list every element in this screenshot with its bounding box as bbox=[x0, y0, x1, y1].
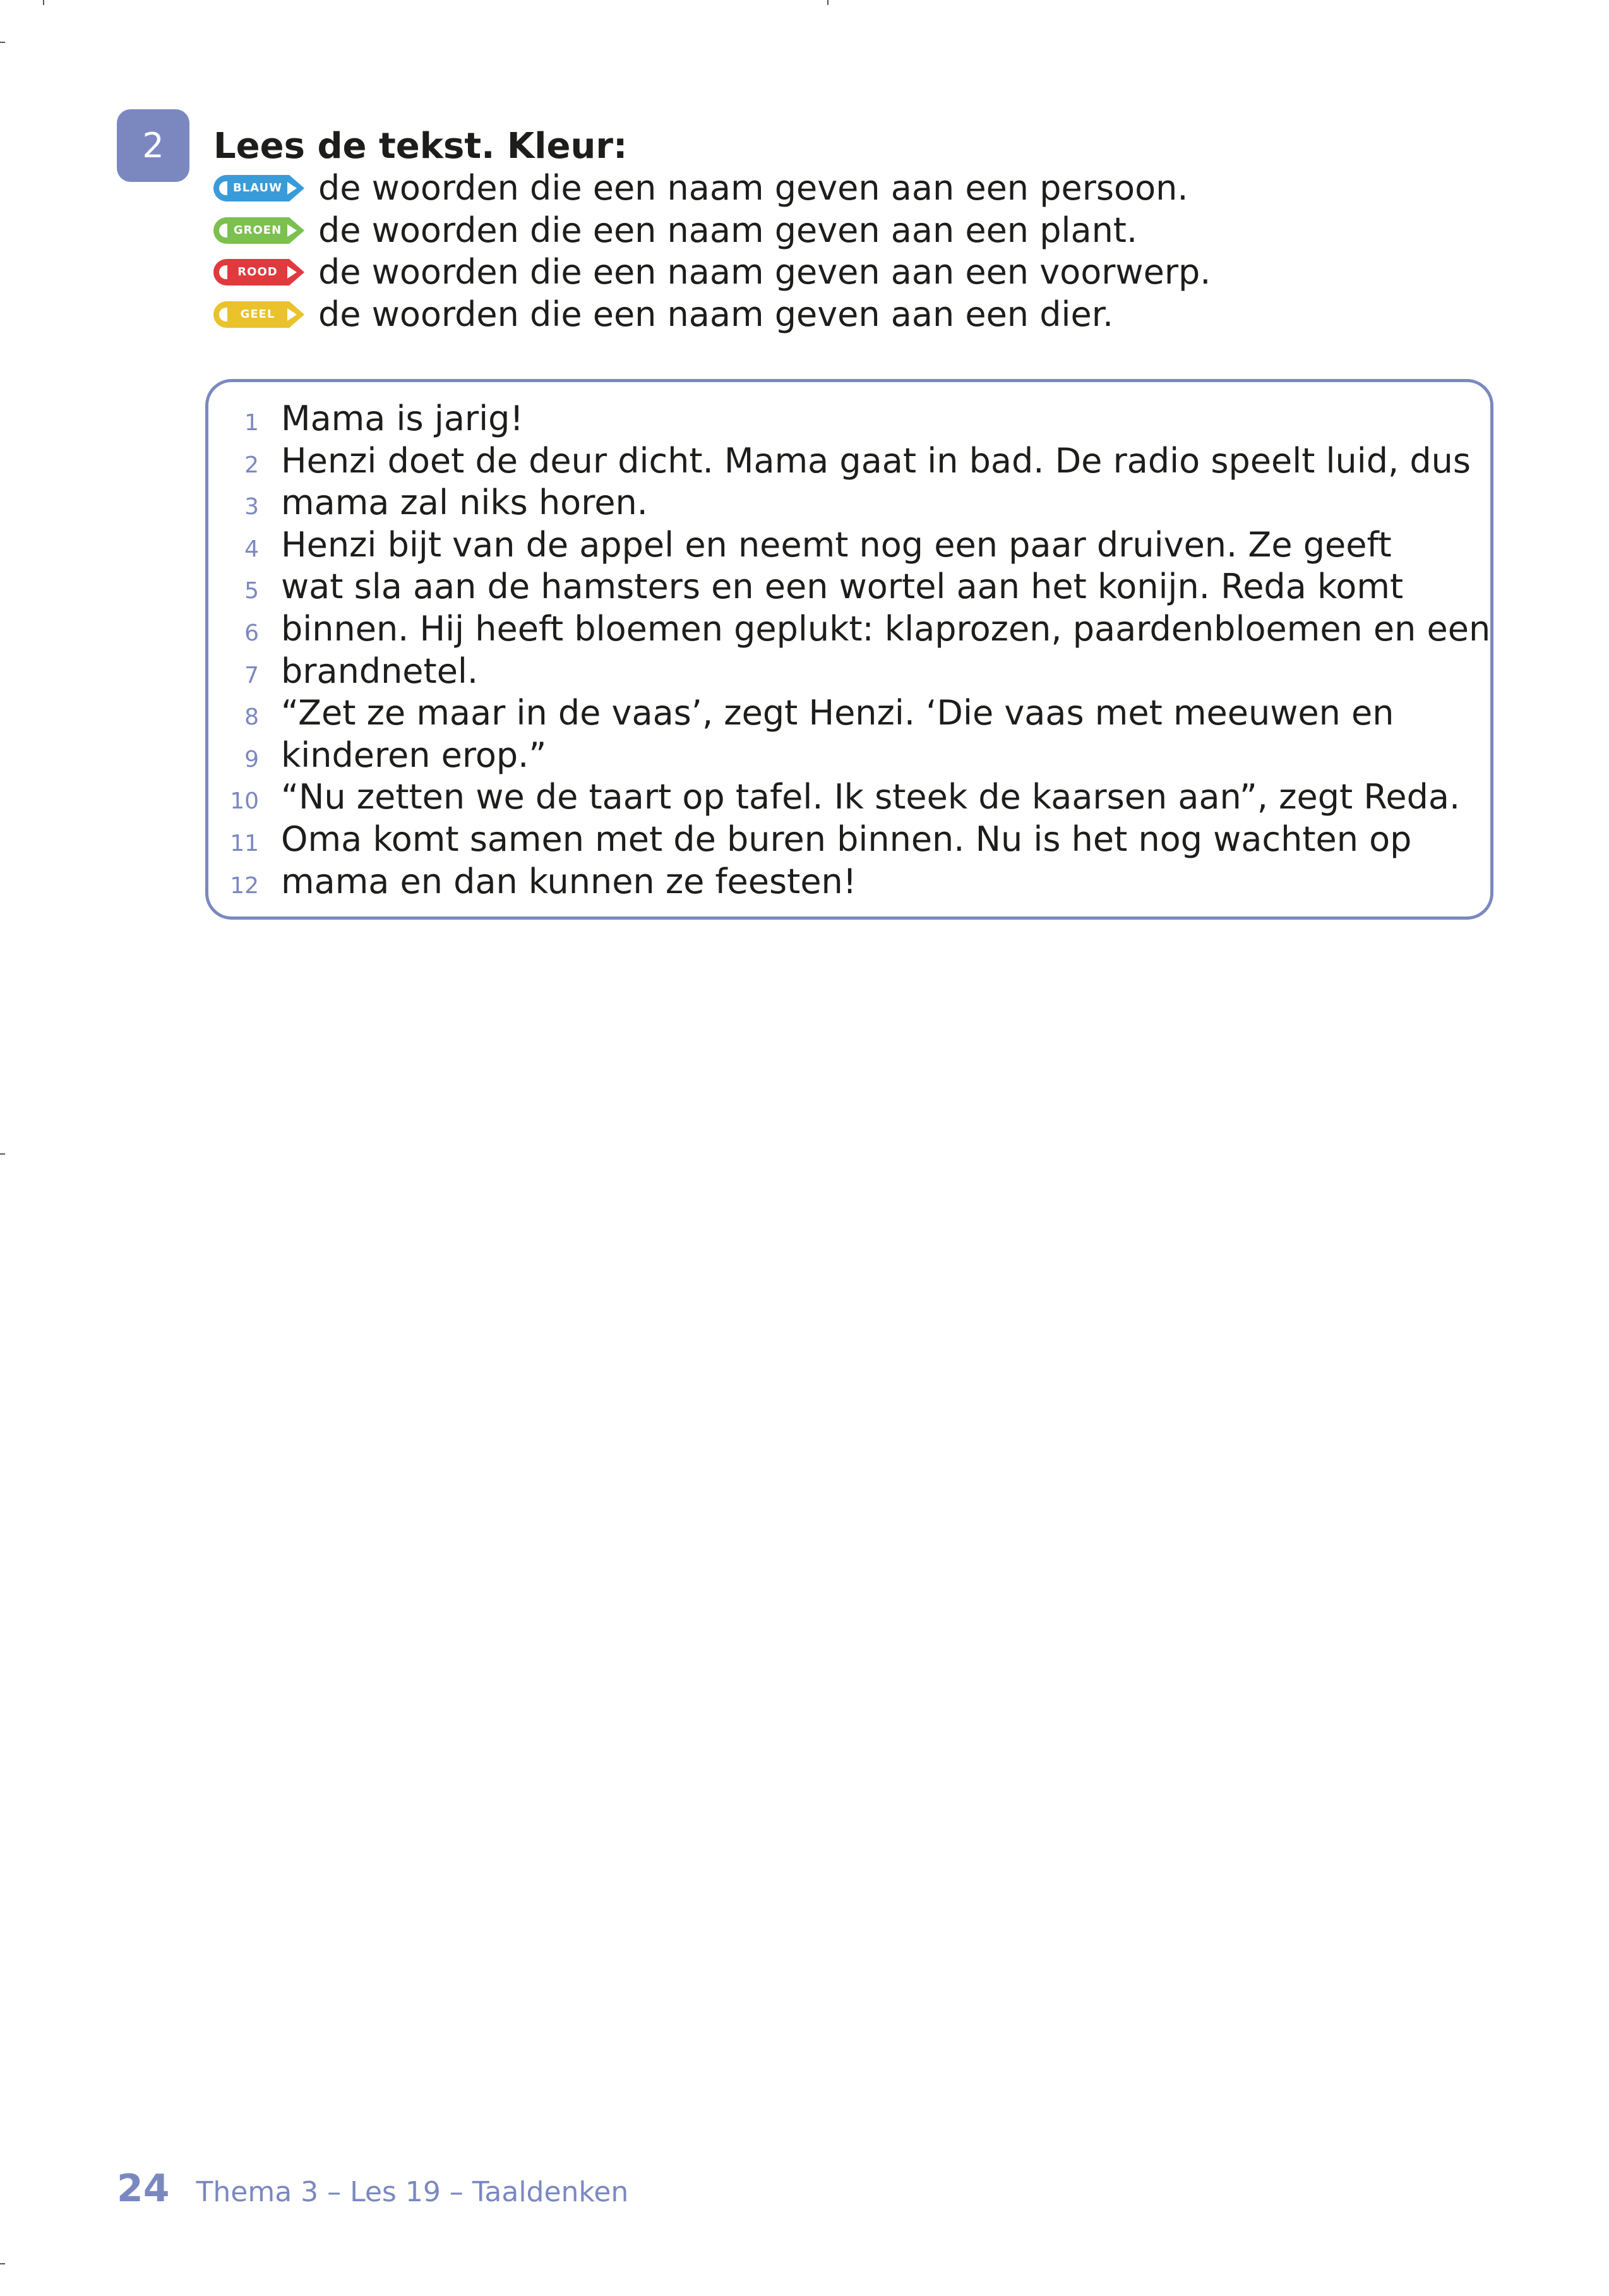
text-line bbox=[224, 819, 1490, 861]
color-tag-icon bbox=[213, 259, 304, 285]
crop-mark bbox=[827, 0, 828, 5]
text-line bbox=[224, 776, 1490, 819]
crop-mark bbox=[43, 0, 44, 5]
crop-mark bbox=[0, 2263, 5, 2264]
line-text: Oma komt samen met de buren binnen. Nu is het nog wachten op bbox=[281, 819, 1412, 859]
line-number: 7 bbox=[244, 662, 259, 688]
color-tag-icon bbox=[213, 175, 304, 201]
color-tag-icon bbox=[213, 301, 304, 328]
legend-text: de woorden die een naam geven aan een voorwerp. bbox=[318, 252, 1211, 292]
text-line bbox=[224, 524, 1490, 567]
color-tag-cap bbox=[219, 308, 227, 322]
color-tag-label: GROEN bbox=[233, 223, 282, 237]
reading-text bbox=[224, 398, 1490, 903]
page-footer bbox=[117, 2167, 628, 2211]
text-line bbox=[224, 861, 1490, 903]
text-line bbox=[224, 482, 1490, 524]
text-line bbox=[224, 398, 1490, 440]
line-number: 3 bbox=[244, 494, 259, 520]
line-number: 9 bbox=[244, 746, 259, 772]
instruction-title: Lees de tekst. Kleur: bbox=[213, 126, 628, 167]
line-number: 1 bbox=[244, 410, 259, 436]
line-text: Mama is jarig! bbox=[281, 399, 524, 438]
legend-row bbox=[213, 294, 1211, 336]
crop-mark bbox=[0, 42, 5, 43]
line-text: Henzi doet de deur dicht. Mama gaat in bad. De radio speelt luid, dus bbox=[281, 440, 1471, 481]
color-tag-label: ROOD bbox=[237, 265, 278, 279]
arrow-right-icon bbox=[287, 266, 297, 279]
line-number: 2 bbox=[244, 452, 259, 478]
arrow-right-icon bbox=[287, 224, 297, 237]
line-number: 8 bbox=[244, 704, 259, 731]
line-text: binnen. Hij heeft bloemen geplukt: klaprozen, paardenbloemen en een bbox=[281, 608, 1491, 649]
text-line bbox=[224, 440, 1490, 483]
text-line bbox=[224, 692, 1490, 735]
line-text: Henzi bijt van de appel en neemt nog een paar druiven. Ze geeft bbox=[281, 524, 1392, 565]
legend-text: de woorden die een naam geven aan een persoon. bbox=[318, 168, 1188, 208]
legend-text: de woorden die een naam geven aan een dier. bbox=[318, 294, 1114, 334]
arrow-right-icon bbox=[287, 308, 297, 321]
legend-row bbox=[213, 167, 1211, 210]
color-tag-icon bbox=[213, 217, 304, 244]
footer-chapter-text: Thema 3 – Les 19 – Taaldenken bbox=[196, 2176, 629, 2208]
crop-mark bbox=[0, 1153, 5, 1155]
line-text: mama zal niks horen. bbox=[281, 483, 648, 523]
line-text: wat sla aan de hamsters en een wortel aan het konijn. Reda komt bbox=[281, 567, 1404, 607]
line-text: brandnetel. bbox=[281, 651, 479, 691]
legend-text: de woorden die een naam geven aan een plant. bbox=[318, 210, 1138, 250]
legend-row bbox=[213, 251, 1211, 294]
exercise-number-badge: 2 bbox=[117, 109, 189, 182]
line-text: kinderen erop.” bbox=[281, 735, 547, 775]
line-text: mama en dan kunnen ze feesten! bbox=[281, 861, 857, 901]
line-number: 5 bbox=[244, 578, 259, 604]
color-tag-cap bbox=[219, 224, 227, 237]
color-tag-label: BLAUW bbox=[232, 181, 283, 195]
text-line bbox=[224, 735, 1490, 777]
line-text: “Zet ze maar in de vaas’, zegt Henzi. ‘Die vaas met meeuwen en bbox=[281, 693, 1394, 733]
page-number: 24 bbox=[117, 2167, 170, 2211]
line-number: 10 bbox=[230, 788, 259, 815]
line-number: 6 bbox=[244, 620, 259, 646]
text-line bbox=[224, 651, 1490, 693]
legend-row bbox=[213, 210, 1211, 252]
line-text: “Nu zetten we de taart op tafel. Ik steek de kaarsen aan”, zegt Reda. bbox=[281, 777, 1461, 817]
line-number: 12 bbox=[230, 872, 259, 899]
text-line bbox=[224, 566, 1490, 608]
text-line bbox=[224, 608, 1490, 651]
line-number: 11 bbox=[230, 830, 259, 856]
color-tag-label: GEEL bbox=[240, 307, 275, 321]
arrow-right-icon bbox=[287, 182, 297, 195]
line-number: 4 bbox=[244, 536, 259, 562]
color-legend bbox=[213, 167, 1211, 335]
